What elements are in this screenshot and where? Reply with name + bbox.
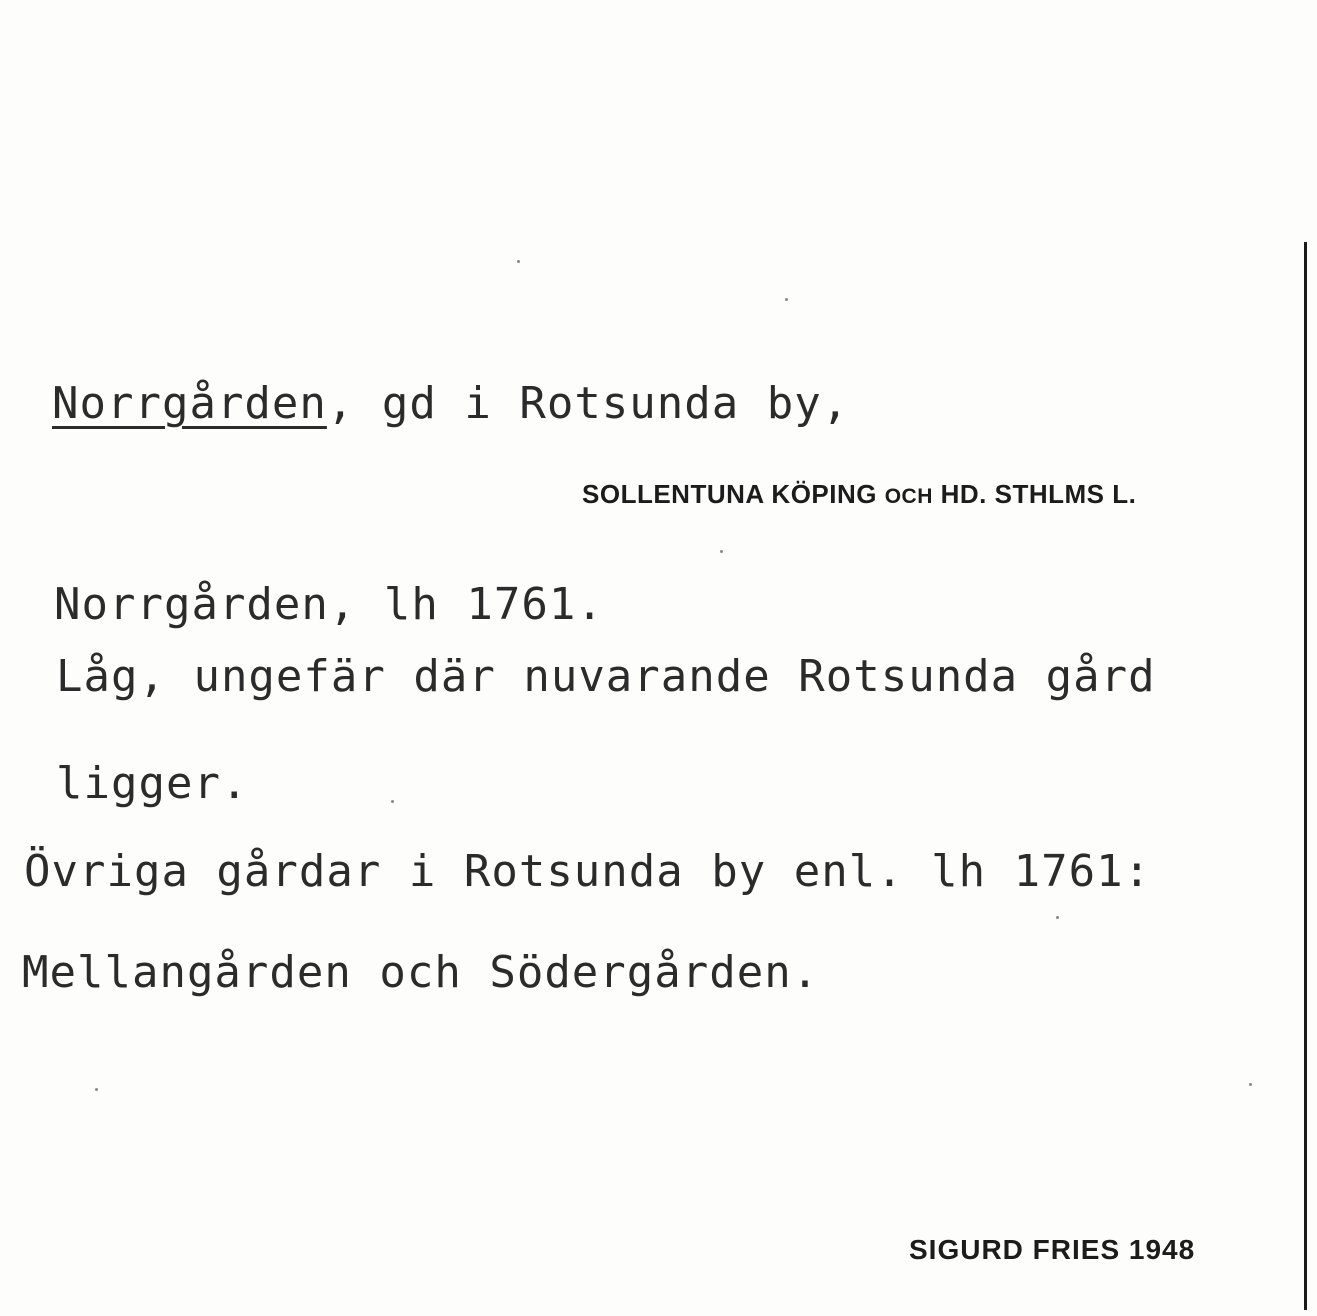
location-stamp-part1: SOLLENTUNA KÖPING — [582, 479, 885, 509]
paper-speck — [720, 550, 723, 553]
paper-speck — [391, 800, 394, 803]
location-stamp — [582, 481, 1136, 507]
body-line-3: ligger. — [56, 758, 249, 809]
author-stamp: SIGURD FRIES 1948 — [909, 1234, 1196, 1265]
paper-speck — [785, 298, 788, 301]
card-heading — [52, 378, 850, 429]
location-stamp-part2: OCH — [884, 485, 933, 508]
paper-speck — [95, 1088, 98, 1091]
heading-description: , gd i Rotsunda by, — [326, 378, 850, 429]
paper-speck — [517, 260, 520, 263]
paper-speck — [1056, 916, 1059, 919]
body-line-5: Mellangården och Södergården. — [22, 947, 820, 998]
location-stamp-part3: HD. STHLMS L. — [932, 479, 1137, 509]
body-line-2: Låg, ungefär där nuvarande Rotsunda gård — [56, 651, 1156, 702]
heading-place-name: Norrgården — [52, 378, 327, 429]
card-edge-line — [1304, 242, 1307, 1310]
paper-speck — [1249, 1083, 1252, 1086]
body-line-1: Norrgården, lh 1761. — [54, 579, 604, 630]
body-line-4: Övriga gårdar i Rotsunda by enl. lh 1761: — [24, 846, 1152, 897]
